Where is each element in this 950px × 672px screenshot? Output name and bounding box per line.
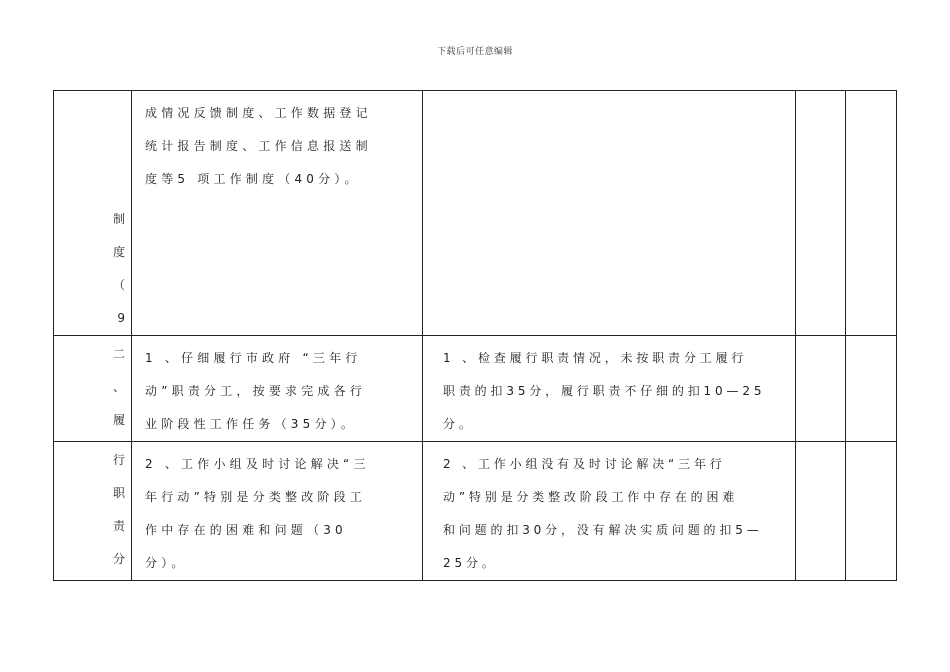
requirement-line: 度等5 项工作制度（40分）。 [145, 172, 361, 186]
requirement-line: 成情况反馈制度、工作数据登记 [145, 106, 372, 120]
category-cell [54, 442, 132, 581]
requirement-line: 分）。 [145, 556, 188, 570]
requirement-line: 动”职责分工，按要求完成各行 [145, 384, 367, 398]
category-char: 分 [112, 552, 125, 566]
evaluation-cell [796, 91, 846, 336]
table-row [54, 336, 897, 442]
category-char: 履 [112, 413, 125, 427]
assessment-table [53, 90, 897, 581]
requirement-line: 2 、工作小组及时讨论解决“三 [145, 457, 370, 471]
standard-cell [423, 91, 796, 336]
standard-line: 2 、工作小组没有及时讨论解决“三年行 [443, 457, 726, 471]
standard-line: 25分。 [443, 556, 498, 570]
requirement-line: 业阶段性工作任务（35分）。 [145, 417, 358, 431]
score-cell [846, 91, 897, 336]
standard-line: 分。 [443, 417, 475, 431]
standard-line: 1 、检查履行职责情况，未按职责分工履行 [443, 351, 748, 365]
category-char: 制 [112, 212, 125, 226]
standard-line: 动”特别是分类整改阶段工作中存在的困难 [443, 490, 739, 504]
category-char: （ [112, 278, 125, 292]
category-char: 二 [112, 347, 125, 361]
page-header: 下载后可任意编辑 [436, 47, 513, 57]
category-char: 行 [112, 453, 125, 467]
category-char: 9 [117, 311, 125, 325]
category-char: 职 [112, 486, 125, 500]
category-cell [54, 91, 132, 336]
requirement-cell [132, 442, 423, 581]
category-cell [54, 336, 132, 442]
category-char: 责 [112, 519, 125, 533]
requirement-line: 年行动”特别是分类整改阶段工 [145, 490, 367, 504]
standard-cell [423, 442, 796, 581]
requirement-line: 1 、仔细履行市政府 “三年行 [145, 351, 362, 365]
standard-line: 和问题的扣30分，没有解决实质问题的扣5— [443, 523, 763, 537]
table-row [54, 442, 897, 581]
score-cell [846, 442, 897, 581]
category-char: 度 [112, 245, 125, 259]
table-row [54, 91, 897, 336]
standard-cell [423, 336, 796, 442]
evaluation-cell [796, 442, 846, 581]
requirement-cell [132, 91, 423, 336]
standard-line: 职责的扣35分，履行职责不仔细的扣10—25 [443, 384, 766, 398]
requirement-line: 统计报告制度、工作信息报送制 [145, 139, 372, 153]
evaluation-cell [796, 336, 846, 442]
requirement-cell [132, 336, 423, 442]
score-cell [846, 336, 897, 442]
category-char: 、 [112, 380, 125, 394]
requirement-line: 作中存在的困难和问题（30 [145, 523, 347, 537]
